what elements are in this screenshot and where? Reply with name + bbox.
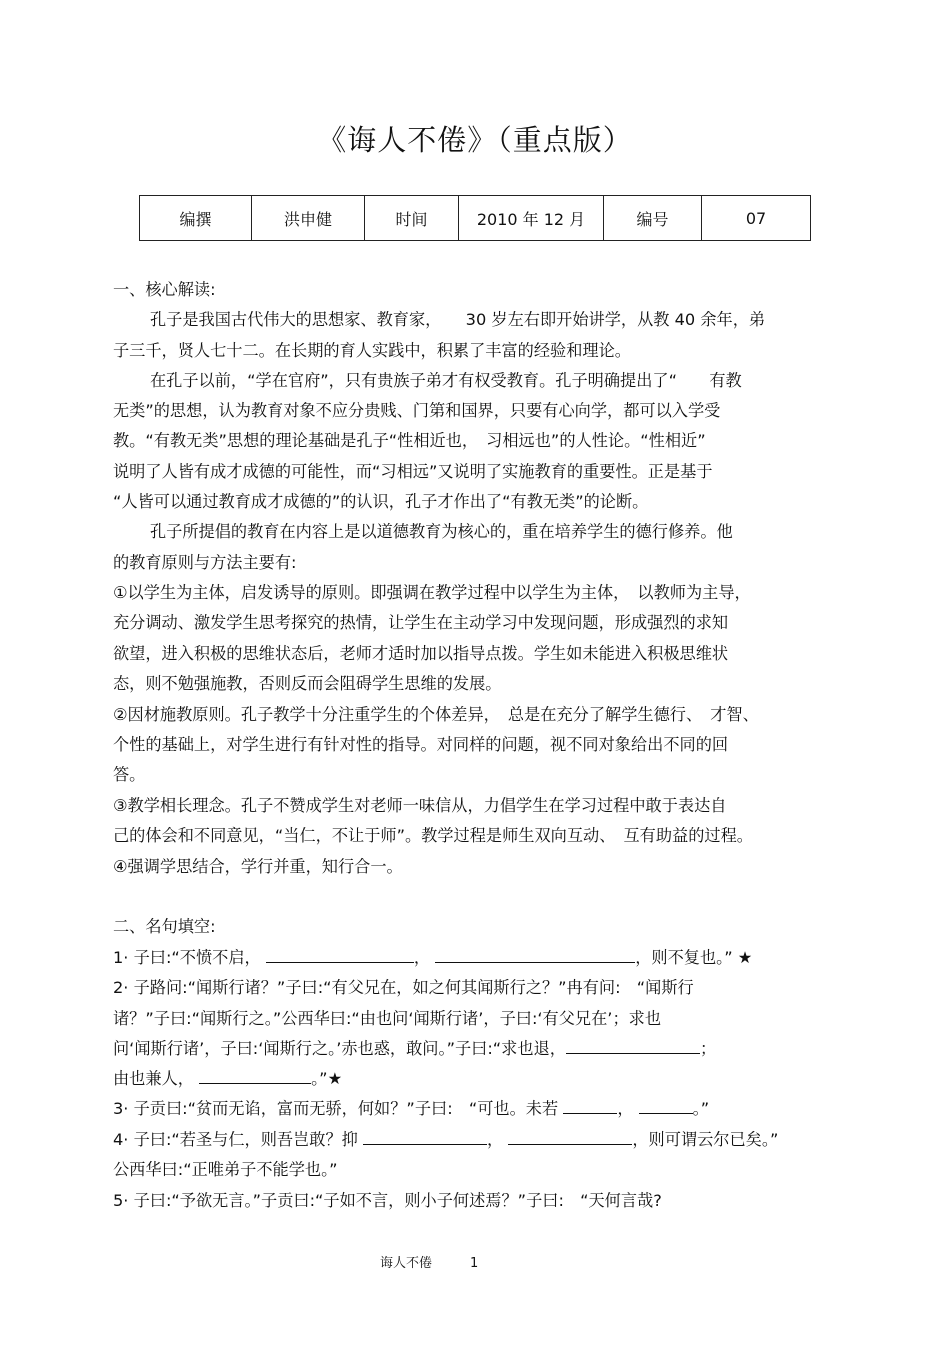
time-label: 时间 bbox=[365, 196, 459, 241]
paragraph-line: 充分调动、激发学生思考探究的热情，让学生在主动学习中发现问题，形成强烈的求知 bbox=[113, 613, 729, 632]
question-2-line bbox=[113, 1069, 342, 1089]
meta-table bbox=[139, 195, 811, 241]
paragraph-line: “人皆可以通过教育成才成德的”的认识，孔子才作出了“有教无类”的论断。 bbox=[113, 492, 649, 511]
question-text: ，则可谓云尔已矣。” bbox=[632, 1130, 779, 1149]
paragraph-line: 欲望，进入积极的思维状态后，老师才适时加以指导点拨。学生如未能进入积极思维状 bbox=[113, 644, 729, 663]
number-value: 07 bbox=[702, 196, 811, 241]
footer-title: 诲人不倦 bbox=[380, 1256, 433, 1271]
question-text: 3· 子贡曰:“贫而无谄，富而无骄，何如？”子曰: “可也。未若 bbox=[113, 1099, 559, 1118]
question-2-line bbox=[113, 1039, 716, 1059]
question-2-line: 诸？”子曰:“闻斯行之。”公西华曰:“由也问‘闻斯行诸’，子曰:‘有父兄在’；求也 bbox=[113, 1009, 662, 1028]
page-footer bbox=[380, 1252, 478, 1271]
question-text: 由也兼人， bbox=[113, 1069, 194, 1088]
question-text: ， bbox=[617, 1099, 634, 1118]
paragraph-line: ①以学生为主体，启发诱导的原则。即强调在教学过程中以学生为主体， 以教师为主导， bbox=[113, 583, 751, 602]
page-number: 1 bbox=[470, 1256, 479, 1271]
question-text: 问‘闻斯行诸’，子曰:‘闻斯行之。’赤也惑，敢问。”子曰:“求也退， bbox=[113, 1039, 566, 1058]
paragraph-line: 个性的基础上，对学生进行有针对性的指导。对同样的问题，视不同对象给出不同的回 bbox=[113, 735, 729, 754]
paragraph-line: 教。“有教无类”思想的理论基础是孔子“性相近也， 习相远也”的人性论。“性相近” bbox=[113, 431, 706, 450]
fill-blank[interactable] bbox=[508, 1130, 632, 1145]
fill-blank[interactable] bbox=[435, 948, 635, 963]
paragraph-line: 说明了人皆有成才成德的可能性，而“习相远”又说明了实施教育的重要性。正是基于 bbox=[113, 462, 713, 481]
question-text: ，则不复也。” ★ bbox=[635, 948, 753, 967]
paragraph-line: 孔子所提倡的教育在内容上是以道德教育为核心的，重在培养学生的德行修养。他 bbox=[150, 522, 733, 541]
fill-blank[interactable] bbox=[566, 1039, 700, 1054]
section1-heading: 一、核心解读: bbox=[113, 280, 216, 299]
question-text: ， bbox=[487, 1130, 504, 1149]
question-text: 。” bbox=[692, 1099, 710, 1118]
time-value: 2010 年 12 月 bbox=[459, 196, 604, 241]
paragraph-line: 己的体会和不同意见，“当仁，不让于师”。教学过程是师生双向互动、 互有助益的过程。 bbox=[113, 826, 753, 845]
paragraph-line: ③教学相长理念。孔子不赞成学生对老师一味信从，力倡学生在学习过程中敢于表达自 bbox=[113, 796, 727, 815]
paragraph-line: 子三千，贤人七十二。在长期的育人实践中，积累了丰富的经验和理论。 bbox=[113, 341, 631, 360]
paragraph-line: 的教育原则与方法主要有: bbox=[113, 553, 297, 572]
question-text: ， bbox=[413, 948, 431, 967]
question-3 bbox=[113, 1099, 709, 1119]
paragraph-line: ④强调学思结合，学行并重，知行合一。 bbox=[113, 857, 403, 876]
number-label: 编号 bbox=[604, 196, 702, 241]
paragraph-line: 无类”的思想，认为教育对象不应分贵贱、门第和国界，只要有心向学，都可以入学受 bbox=[113, 401, 721, 420]
author-value: 洪申健 bbox=[252, 196, 365, 241]
question-1 bbox=[113, 948, 752, 968]
paragraph-line: ②因材施教原则。孔子教学十分注重学生的个体差异， 总是在充分了解学生德行、 才智、 bbox=[113, 705, 759, 724]
section2-heading: 二、名句填空: bbox=[113, 917, 216, 936]
question-4-line2: 公西华曰:“正唯弟子不能学也。” bbox=[113, 1160, 338, 1179]
fill-blank[interactable] bbox=[363, 1130, 487, 1145]
question-2-line: 2· 子路问:“闻斯行诸？”子曰:“有父兄在，如之何其闻斯行之？”冉有问: “闻斯行 bbox=[113, 978, 694, 997]
fill-blank[interactable] bbox=[199, 1069, 311, 1084]
page-title: 《诲人不倦》（重点版） bbox=[317, 123, 633, 157]
question-text: ； bbox=[699, 1039, 717, 1058]
question-4 bbox=[113, 1130, 778, 1150]
fill-blank[interactable] bbox=[563, 1099, 617, 1114]
paragraph-line: 在孔子以前，“学在官府”，只有贵族子弟才有权受教育。孔子明确提出了“ 有教 bbox=[150, 371, 742, 390]
paragraph-line: 答。 bbox=[113, 765, 146, 784]
fill-blank[interactable] bbox=[266, 948, 414, 963]
paragraph-line: 态，则不勉强施教，否则反而会阻碍学生思维的发展。 bbox=[113, 674, 502, 693]
paragraph-line: 孔子是我国古代伟大的思想家、教育家， 30 岁左右即开始讲学，从教 40 余年，弟 bbox=[150, 310, 766, 329]
question-text: 1· 子曰:“不愤不启， bbox=[113, 948, 261, 967]
question-text: 4· 子曰:“若圣与仁，则吾岂敢？抑 bbox=[113, 1130, 358, 1149]
question-5: 5· 子曰:“予欲无言。”子贡曰:“子如不言，则小子何述焉？”子曰: “天何言哉? bbox=[113, 1191, 662, 1210]
fill-blank[interactable] bbox=[639, 1099, 693, 1114]
author-label: 编撰 bbox=[140, 196, 252, 241]
question-text: 。”★ bbox=[311, 1069, 343, 1088]
